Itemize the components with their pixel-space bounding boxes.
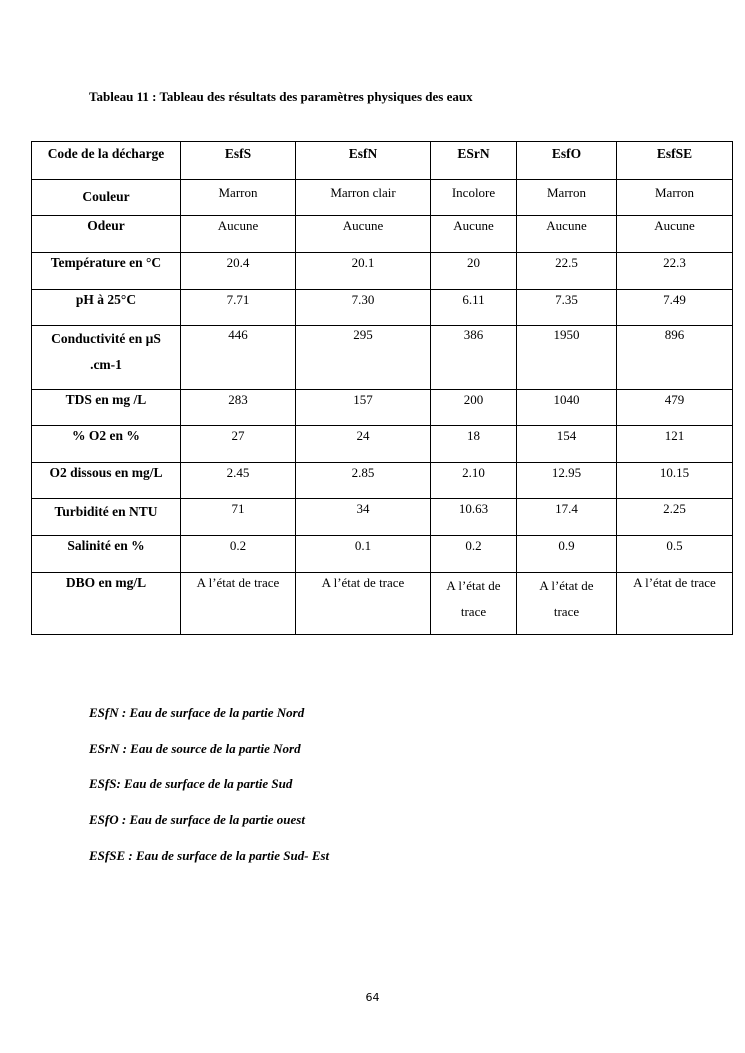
table-cell: 7.49 (617, 290, 733, 326)
table-row (32, 326, 733, 390)
table-cell: A l’état de trace (431, 573, 517, 635)
row-label: Couleur (32, 180, 181, 216)
table-cell: 1950 (517, 326, 617, 390)
table-row (32, 390, 733, 426)
table-cell: Marron (617, 180, 733, 216)
table-cell: Marron clair (296, 180, 431, 216)
table-cell: 896 (617, 326, 733, 390)
legend-item: ESfO : Eau de surface de la partie ouest (89, 812, 305, 827)
table-cell: 10.15 (617, 463, 733, 499)
legend-item: ESfSE : Eau de surface de la partie Sud- Est (89, 848, 330, 863)
table-cell: 7.35 (517, 290, 617, 326)
header-cell: ESrN (431, 142, 517, 180)
table-cell: 295 (296, 326, 431, 390)
table-cell: 0.1 (296, 536, 431, 573)
table-cell: 34 (296, 499, 431, 536)
row-label: Température en °C (32, 253, 181, 290)
table-cell: A l’état de trace (617, 573, 733, 635)
table-cell: 2.85 (296, 463, 431, 499)
table-cell: A l’état de trace (517, 573, 617, 635)
table-cell: Aucune (431, 216, 517, 253)
header-cell: EsfSE (617, 142, 733, 180)
table-cell: 12.95 (517, 463, 617, 499)
table-cell: 0.5 (617, 536, 733, 573)
legend-item: ESfN : Eau de surface de la partie Nord (89, 705, 305, 720)
table-cell: 1040 (517, 390, 617, 426)
table-cell: A l’état de trace (181, 573, 296, 635)
table-header-row (32, 142, 733, 180)
table-cell: 0.9 (517, 536, 617, 573)
table-cell: Aucune (617, 216, 733, 253)
row-label: TDS en mg /L (32, 390, 181, 426)
table-cell: A l’état de trace (296, 573, 431, 635)
table-cell: 121 (617, 426, 733, 463)
row-label: Odeur (32, 216, 181, 253)
table-cell: 386 (431, 326, 517, 390)
table-cell: 154 (517, 426, 617, 463)
table-row (32, 463, 733, 499)
legend-item: ESfS: Eau de surface de la partie Sud (89, 776, 293, 791)
table-row (32, 290, 733, 326)
table-cell: Aucune (181, 216, 296, 253)
table-cell: 2.45 (181, 463, 296, 499)
table-cell: 71 (181, 499, 296, 536)
table-cell: 157 (296, 390, 431, 426)
results-table (31, 141, 733, 635)
table-row (32, 253, 733, 290)
row-label: pH à 25°C (32, 290, 181, 326)
table-cell: 200 (431, 390, 517, 426)
table-cell: 27 (181, 426, 296, 463)
table-cell: 24 (296, 426, 431, 463)
table-row (32, 536, 733, 573)
table-cell: 20.1 (296, 253, 431, 290)
table-row (32, 426, 733, 463)
row-label: DBO en mg/L (32, 573, 181, 635)
table-row (32, 499, 733, 536)
header-cell: EsfO (517, 142, 617, 180)
table-cell: Aucune (517, 216, 617, 253)
table-cell: 22.3 (617, 253, 733, 290)
table-cell: 479 (617, 390, 733, 426)
table-cell: 20 (431, 253, 517, 290)
legend-item: ESrN : Eau de source de la partie Nord (89, 741, 301, 756)
table-cell: 10.63 (431, 499, 517, 536)
table-cell: 22.5 (517, 253, 617, 290)
row-label: % O2 en % (32, 426, 181, 463)
table-row (32, 216, 733, 253)
header-cell: EsfN (296, 142, 431, 180)
table-cell: Incolore (431, 180, 517, 216)
table-cell: 7.71 (181, 290, 296, 326)
table-cell: 0.2 (431, 536, 517, 573)
row-label: Salinité en % (32, 536, 181, 573)
table-cell: 446 (181, 326, 296, 390)
table-cell: Aucune (296, 216, 431, 253)
row-label: Turbidité en NTU (32, 499, 181, 536)
table-caption: Tableau 11 : Tableau des résultats des paramètres physiques des eaux (89, 89, 473, 104)
row-label: Conductivité en µS .cm-1 (32, 326, 181, 390)
table-row (32, 180, 733, 216)
table-cell: 283 (181, 390, 296, 426)
header-cell: Code de la décharge (32, 142, 181, 180)
table-cell: Marron (181, 180, 296, 216)
table-cell: Marron (517, 180, 617, 216)
table-cell: 0.2 (181, 536, 296, 573)
table-row (32, 573, 733, 635)
page-number: 64 (365, 991, 380, 1004)
table-cell: 20.4 (181, 253, 296, 290)
row-label: O2 dissous en mg/L (32, 463, 181, 499)
table-cell: 18 (431, 426, 517, 463)
table-cell: 2.10 (431, 463, 517, 499)
table-cell: 6.11 (431, 290, 517, 326)
table-cell: 2.25 (617, 499, 733, 536)
table-cell: 17.4 (517, 499, 617, 536)
header-cell: EsfS (181, 142, 296, 180)
table-cell: 7.30 (296, 290, 431, 326)
